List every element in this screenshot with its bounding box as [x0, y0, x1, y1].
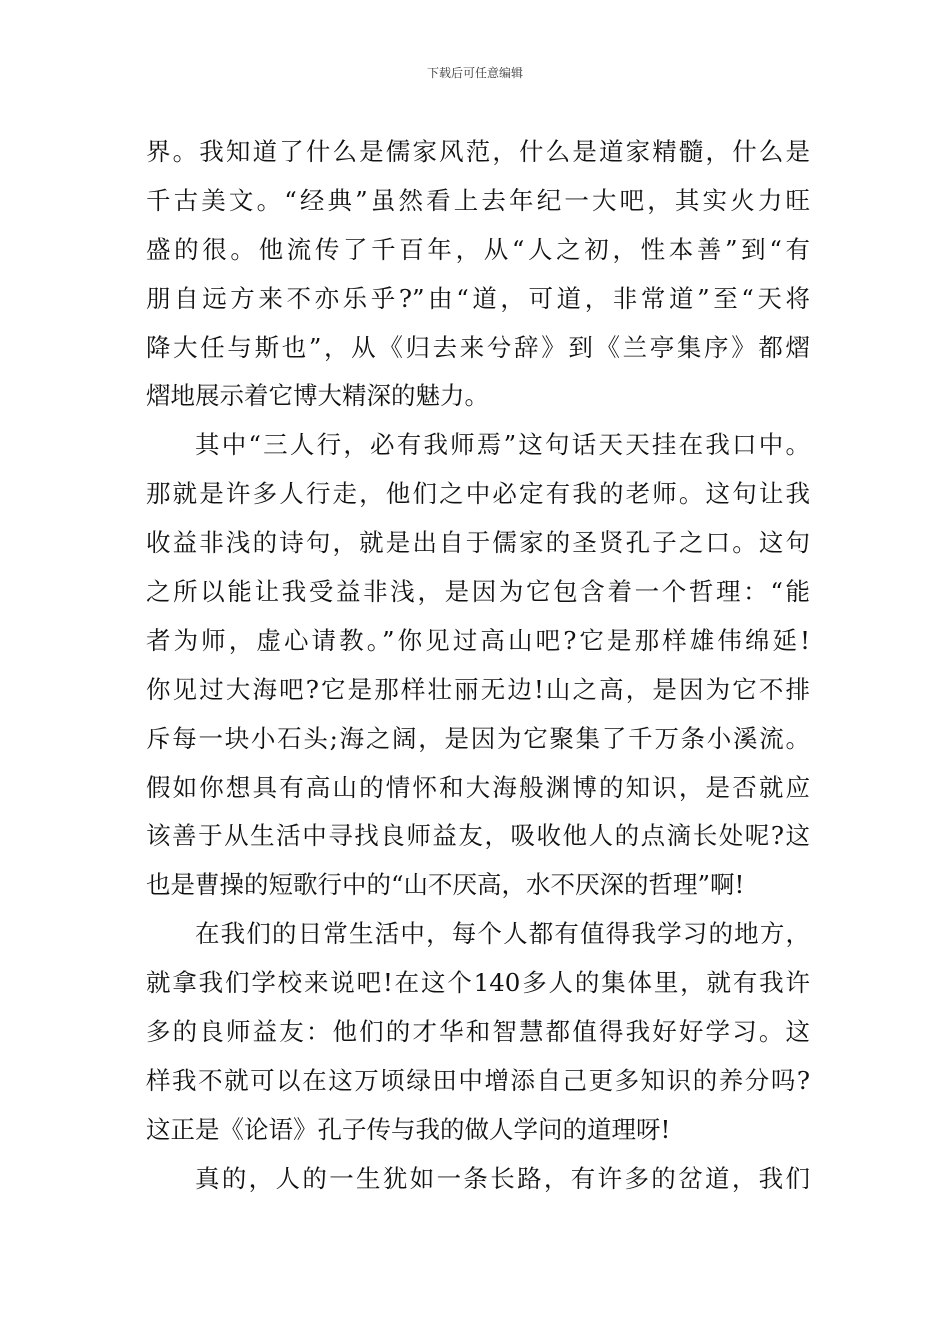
- paragraph: [146, 910, 810, 1154]
- text-line: 朋自远方来不亦乐乎?”由“道，可道，非常道”至“天将: [146, 283, 810, 313]
- text-line: 其中“三人行，必有我师焉”这句话天天挂在我口中。: [195, 430, 810, 460]
- text-line: 千古美文。“经典”虽然看上去年纪一大吧，其实火力旺: [146, 185, 810, 215]
- text-line: 斥每一块小石头;海之阔，是因为它聚集了千万条小溪流。: [146, 723, 810, 753]
- text-line: 多的良师益友：他们的才华和智慧都值得我好好学习。这: [146, 1017, 810, 1047]
- text-line: 熠地展示着它博大精深的魅力。: [146, 381, 489, 411]
- text-line: 这正是《论语》孔子传与我的做人学问的道理呀!: [146, 1114, 671, 1144]
- text-line: 收益非浅的诗句，就是出自于儒家的圣贤孔子之口。这句: [146, 528, 810, 558]
- text-line: 样我不就可以在这万顷绿田中增添自己更多知识的养分吗?: [146, 1065, 810, 1095]
- text-line: 降大任与斯也”，从《归去来兮辞》到《兰亭集序》都熠: [146, 332, 810, 362]
- text-line: 盛的很。他流传了千百年，从“人之初，性本善”到“有: [146, 234, 810, 264]
- document-body: [146, 128, 810, 1204]
- text-line: 者为师，虚心请教。”你见过高山吧?它是那样雄伟绵延!: [146, 625, 810, 655]
- paragraph: [146, 421, 810, 910]
- text-line: 假如你想具有高山的情怀和大海般渊博的知识，是否就应: [146, 772, 810, 802]
- text-line: 在我们的日常生活中，每个人都有值得我学习的地方，: [195, 919, 810, 949]
- text-line: 那就是许多人行走，他们之中必定有我的老师。这句让我: [146, 479, 810, 509]
- text-line: 就拿我们学校来说吧!在这个140多人的集体里，就有我许: [146, 968, 810, 998]
- paragraph: [146, 128, 810, 421]
- text-line: 之所以能让我受益非浅，是因为它包含着一个哲理：“能: [146, 577, 810, 607]
- text-line: 也是曹操的短歌行中的“山不厌高，水不厌深的哲理”啊!: [146, 870, 745, 900]
- page-header-note: 下载后可任意编辑: [426, 66, 523, 80]
- paragraph: [146, 1155, 810, 1204]
- text-line: 你见过大海吧?它是那样壮丽无边!山之高，是因为它不排: [146, 674, 810, 704]
- text-line: 真的，人的一生犹如一条长路，有许多的岔道，我们: [195, 1163, 810, 1193]
- text-line: 该善于从生活中寻找良师益友，吸收他人的点滴长处呢?这: [146, 821, 810, 851]
- text-line: 界。我知道了什么是儒家风范，什么是道家精髓，什么是: [146, 137, 810, 166]
